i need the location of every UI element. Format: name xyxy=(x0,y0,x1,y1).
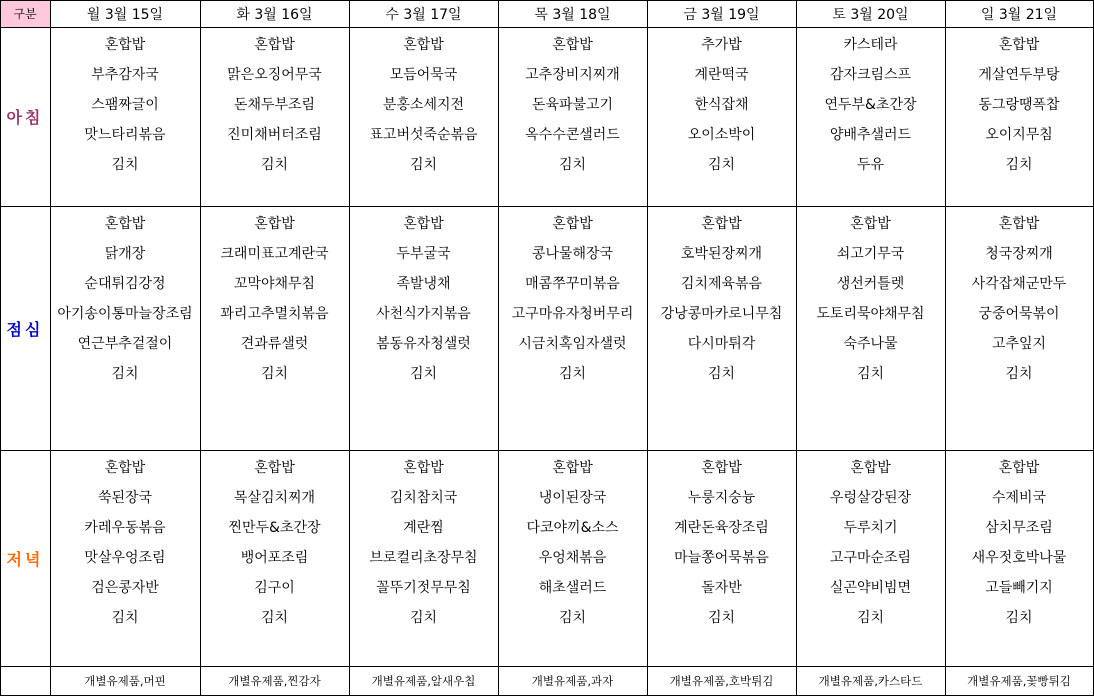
menu-item: 혼합밥 xyxy=(701,460,742,476)
menu-item: 김구이 xyxy=(254,580,295,596)
menu-item: 김치 xyxy=(856,366,885,382)
menu-item: 꼬막야채무침 xyxy=(233,276,316,292)
row-divider xyxy=(0,206,1094,207)
menu-item: 쇠고기무국 xyxy=(836,246,905,262)
menu-item: 검은콩자반 xyxy=(91,580,159,596)
menu-item: 계란돈육장조림 xyxy=(674,520,769,536)
snack-item: 개별유제품,머핀 xyxy=(84,673,166,688)
menu-item: 꽈리고추멸치볶음 xyxy=(220,306,329,322)
menu-item: 우렁살강된장 xyxy=(829,490,912,506)
menu-item: 김치 xyxy=(260,610,289,626)
menu-item: 혼합밥 xyxy=(850,460,891,476)
menu-item: 생선커틀렛 xyxy=(836,276,905,292)
day-header: 금 3월 19일 xyxy=(683,6,760,23)
menu-item: 혼합밥 xyxy=(254,216,295,232)
menu-item: 분홍소세지전 xyxy=(382,97,465,113)
menu-item: 고추잎지 xyxy=(991,336,1047,352)
menu-item: 맑은오징어무국 xyxy=(227,67,322,83)
menu-item: 연근부추겉절이 xyxy=(77,336,173,352)
menu-item: 혼합밥 xyxy=(104,216,146,232)
menu-item: 혼합밥 xyxy=(998,216,1040,232)
day-header: 목 3월 18일 xyxy=(534,6,611,23)
menu-item: 혼합밥 xyxy=(403,37,444,53)
menu-item: 족발냉채 xyxy=(396,276,451,292)
menu-item: 브로컬리초장무침 xyxy=(369,550,478,566)
menu-item: 찐만두&초간장 xyxy=(228,520,321,536)
menu-item: 견과류샐럿 xyxy=(240,336,309,352)
menu-item: 김치 xyxy=(260,157,289,173)
menu-item: 매콤쭈꾸미볶음 xyxy=(525,276,620,292)
day-header: 일 3월 21일 xyxy=(980,6,1058,23)
menu-item: 다코야끼&소스 xyxy=(526,520,619,536)
menu-item: 김치제육볶음 xyxy=(680,276,763,292)
menu-item: 계란떡국 xyxy=(694,67,749,83)
snack-item: 개별유제품,호박튀김 xyxy=(669,673,774,688)
menu-item: 강낭콩마카로니무침 xyxy=(660,306,783,322)
menu-item: 혼합밥 xyxy=(254,460,295,476)
menu-item: 맛느타리볶음 xyxy=(84,127,166,143)
column-divider xyxy=(945,0,946,696)
menu-item: 시금치혹임자샐럿 xyxy=(518,336,627,352)
menu-item: 김치 xyxy=(409,610,438,626)
menu-item: 고들빼기지 xyxy=(985,580,1053,596)
menu-item: 아기송이통마늘장조림 xyxy=(57,306,193,322)
menu-item: 두유 xyxy=(856,157,885,173)
menu-item: 수제비국 xyxy=(991,490,1047,506)
menu-item: 스팸짜글이 xyxy=(91,97,159,113)
row-divider xyxy=(0,450,1094,451)
menu-item: 마늘쫑어묵볶음 xyxy=(674,550,769,566)
menu-item: 김치참치국 xyxy=(389,490,458,506)
menu-item: 두부굴국 xyxy=(396,246,451,262)
snack-item: 개별유제품,알새우칩 xyxy=(371,673,476,688)
menu-item: 두루치기 xyxy=(843,520,898,536)
meal-label: 점심 xyxy=(6,319,44,339)
menu-item: 혼합밥 xyxy=(104,460,146,476)
menu-item: 누룽지숭늉 xyxy=(687,490,756,506)
column-divider xyxy=(498,0,499,696)
menu-item: 순대튀김강정 xyxy=(84,276,166,292)
menu-item: 한식잡채 xyxy=(694,97,749,113)
menu-item: 추가밥 xyxy=(701,37,742,53)
menu-item: 모듬어묵국 xyxy=(389,67,458,83)
row-divider xyxy=(0,0,1094,1)
menu-item: 김치 xyxy=(111,366,139,382)
menu-item: 혼합밥 xyxy=(403,216,444,232)
meal-label: 저녁 xyxy=(6,549,44,569)
menu-item: 게살연두부탕 xyxy=(978,67,1060,83)
menu-item: 혼합밥 xyxy=(552,460,593,476)
menu-item: 김치 xyxy=(558,366,587,382)
menu-item: 크래미표고계란국 xyxy=(220,246,329,262)
menu-item: 청국장찌개 xyxy=(985,246,1053,262)
menu-item: 우엉채볶음 xyxy=(538,550,607,566)
menu-item: 도토리묵야채무침 xyxy=(816,306,925,322)
menu-item: 봄동유자청샐럿 xyxy=(376,336,471,352)
menu-item: 호박된장찌개 xyxy=(680,246,763,262)
menu-item: 혼합밥 xyxy=(998,37,1040,53)
day-header: 수 3월 17일 xyxy=(385,6,462,23)
menu-item: 다시마튀각 xyxy=(687,336,756,352)
menu-item: 삼치무조림 xyxy=(985,520,1053,536)
menu-item: 김치 xyxy=(1005,366,1033,382)
menu-item: 혼합밥 xyxy=(552,216,593,232)
menu-item: 김치 xyxy=(409,157,438,173)
menu-item: 동그랑땡폭찹 xyxy=(978,97,1060,113)
menu-item: 사각잡채군만두 xyxy=(971,276,1067,292)
menu-item: 고추장비지찌개 xyxy=(525,67,620,83)
snack-item: 개별유제품,카스타드 xyxy=(818,673,923,688)
column-divider xyxy=(796,0,797,696)
day-header: 월 3월 15일 xyxy=(86,6,164,23)
menu-item: 감자크림스프 xyxy=(829,67,912,83)
menu-item: 혼합밥 xyxy=(403,460,444,476)
column-divider xyxy=(200,0,201,696)
row-divider xyxy=(0,27,1094,28)
menu-item: 김치 xyxy=(558,157,587,173)
menu-item: 카레우동볶음 xyxy=(84,520,166,536)
day-header: 토 3월 20일 xyxy=(832,6,909,23)
menu-item: 오이지무침 xyxy=(985,127,1053,143)
menu-item: 돌자반 xyxy=(701,580,742,596)
menu-item: 냉이된장국 xyxy=(538,490,607,506)
menu-item: 김치 xyxy=(111,157,139,173)
menu-item: 꼴뚜기젓무무침 xyxy=(376,580,471,596)
menu-item: 실곤약비빔면 xyxy=(829,580,912,596)
menu-item: 김치 xyxy=(260,366,289,382)
menu-item: 김치 xyxy=(707,610,736,626)
menu-item: 혼합밥 xyxy=(701,216,742,232)
menu-item: 뱅어포조림 xyxy=(240,550,309,566)
snack-item: 개별유제품,꽃빵튀김 xyxy=(967,673,1071,688)
menu-item: 목살김치찌개 xyxy=(233,490,316,506)
menu-item: 김치 xyxy=(856,610,885,626)
menu-item: 카스테라 xyxy=(843,37,898,53)
snack-item: 개별유제품,찐감자 xyxy=(228,673,321,688)
column-divider xyxy=(0,0,1,696)
menu-item: 양배추샐러드 xyxy=(829,127,912,143)
column-divider xyxy=(349,0,350,696)
menu-item: 김치 xyxy=(1005,610,1033,626)
menu-item: 혼합밥 xyxy=(104,37,146,53)
menu-item: 쑥된장국 xyxy=(97,490,153,506)
menu-item: 진미채버터조림 xyxy=(227,127,322,143)
menu-item: 김치 xyxy=(558,610,587,626)
menu-item: 혼합밥 xyxy=(254,37,295,53)
menu-item: 콩나물해장국 xyxy=(531,246,614,262)
menu-item: 혼합밥 xyxy=(552,37,593,53)
menu-item: 궁중어묵볶이 xyxy=(978,306,1060,322)
menu-item: 옥수수콘샐러드 xyxy=(525,127,620,143)
menu-item: 김치 xyxy=(707,157,736,173)
menu-item: 연두부&초간장 xyxy=(824,97,917,113)
menu-item: 고구마순조림 xyxy=(829,550,912,566)
menu-item: 돈육파불고기 xyxy=(531,97,614,113)
menu-item: 사천식가지볶음 xyxy=(376,306,471,322)
corner-label: 구분 xyxy=(13,7,37,21)
menu-item: 김치 xyxy=(707,366,736,382)
menu-item: 고구마유자청버무리 xyxy=(511,306,634,322)
meal-label: 아침 xyxy=(6,108,44,127)
menu-item: 오이소박이 xyxy=(687,127,756,143)
menu-item: 계란찜 xyxy=(403,520,444,536)
day-header: 화 3월 16일 xyxy=(236,6,313,23)
menu-item: 부추감자국 xyxy=(91,67,159,83)
snack-item: 개별유제품,과자 xyxy=(531,673,614,688)
menu-item: 돈채두부조림 xyxy=(233,97,316,113)
menu-item: 닭개장 xyxy=(104,246,146,262)
column-divider xyxy=(647,0,648,696)
column-divider xyxy=(50,0,51,696)
menu-item: 맛살우엉조림 xyxy=(84,550,166,566)
menu-item: 김치 xyxy=(111,610,139,626)
menu-item: 숙주나물 xyxy=(843,336,898,352)
menu-item: 김치 xyxy=(409,366,438,382)
menu-item: 표고버섯죽순볶음 xyxy=(369,127,478,143)
menu-item: 혼합밥 xyxy=(850,216,891,232)
row-divider xyxy=(0,666,1094,667)
menu-item: 해초샐러드 xyxy=(538,580,607,596)
menu-item: 김치 xyxy=(1005,157,1033,173)
menu-item: 혼합밥 xyxy=(998,460,1040,476)
menu-item: 새우젓호박나물 xyxy=(971,550,1067,566)
